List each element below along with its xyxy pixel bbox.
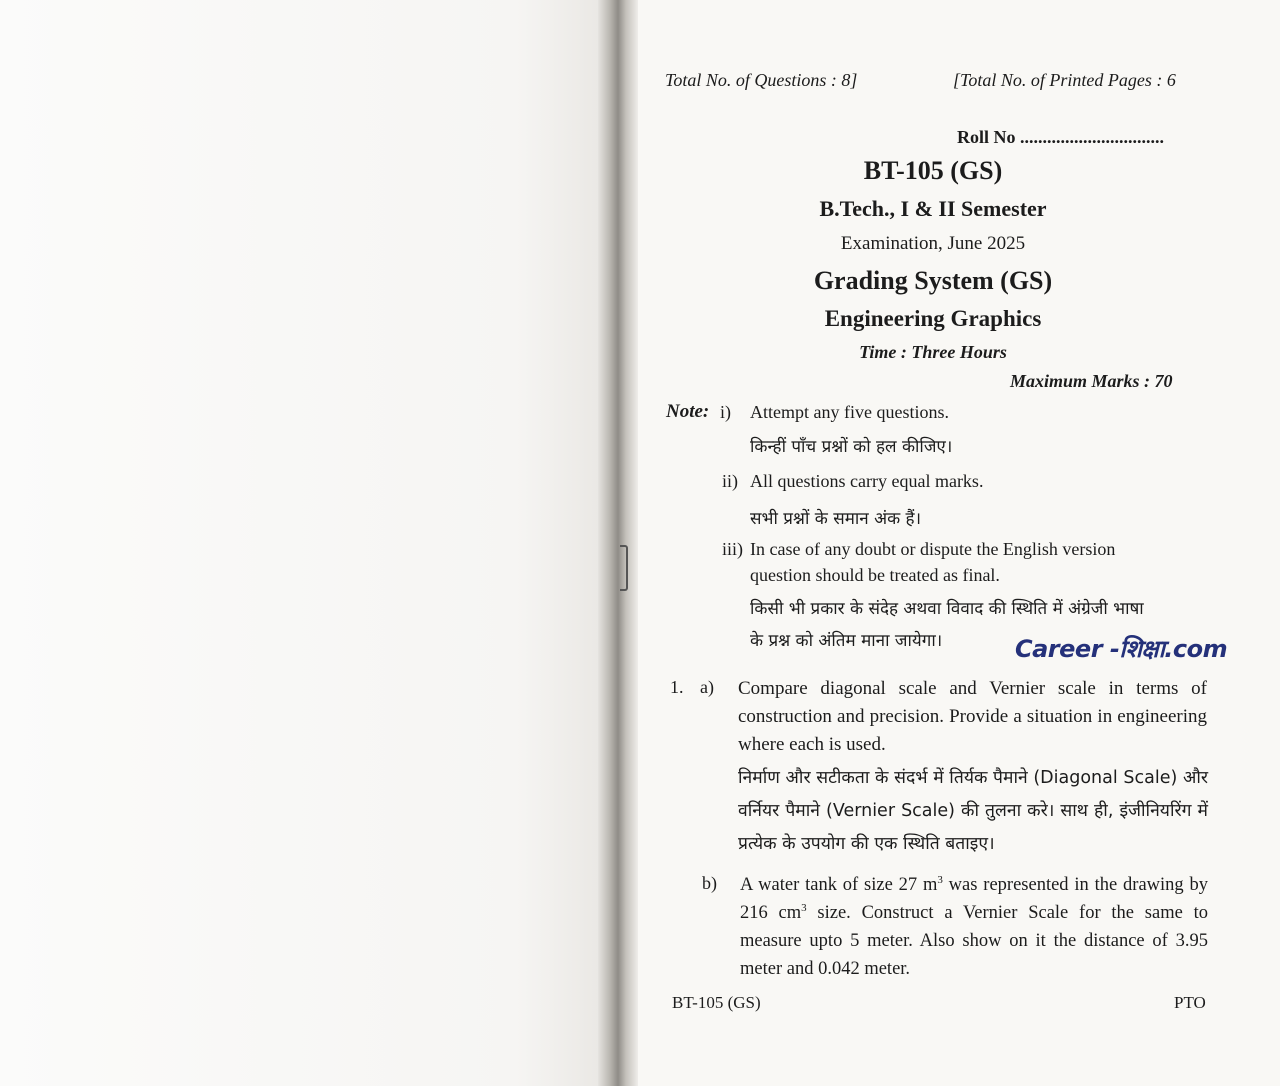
note-3-hindi-line2: के प्रश्न को अंतिम माना जायेगा। [750, 631, 943, 651]
max-marks: Maximum Marks : 70 [1010, 371, 1173, 391]
grading-system: Grading System (GS) [813, 266, 1053, 295]
note-3-english-line1: In case of any doubt or dispute the English version [750, 539, 1116, 559]
superscript-cubed-2: 3 [801, 901, 807, 914]
career-shiksha-watermark: Career -शिक्षा.com [1015, 635, 1228, 663]
note-3-english-line2: question should be treated as final. [750, 565, 1000, 585]
course-title: B.Tech., I & II Semester [819, 196, 1047, 221]
exam-session: Examination, June 2025 [840, 233, 1026, 254]
question-1b-english [740, 871, 1208, 983]
note-2-number: ii) [722, 471, 738, 491]
note-3-hindi-line1: किसी भी प्रकार के संदेह अथवा विवाद की स्थिति में अंग्रेजी भाषा [750, 599, 1144, 619]
book-gutter [598, 0, 638, 1086]
note-1-english: Attempt any five questions. [750, 402, 949, 422]
note-1-number: i) [720, 402, 731, 422]
question-1b-text-2: was represented in the drawing by 216 cm [740, 875, 1208, 923]
question-1b-text-1: A water tank of size 27 m [740, 875, 938, 895]
footer-pto: PTO [1174, 993, 1206, 1012]
question-1a-label: a) [700, 677, 714, 697]
footer-paper-code: BT-105 (GS) [672, 993, 761, 1012]
note-3-number: iii) [722, 539, 743, 559]
question-1-number: 1. [670, 677, 684, 697]
question-1a-hindi: निर्माण और सटीकता के संदर्भ में तिर्यक पैमाने (Diagonal Scale) और वर्नियर पैमाने (Vernier Scale) की तुलना करे। साथ ही, इंजीनियरिंग में प्रत्येक के उपयोग की एक स्थिति बताइए। [738, 768, 1208, 854]
note-1-hindi: किन्हीं पाँच प्रश्नों को हल कीजिए। [750, 437, 953, 457]
note-2-hindi: सभी प्रश्नों के समान अंक हैं। [750, 509, 922, 529]
roll-no: Roll No ................................ [957, 127, 1164, 147]
question-1b-label: b) [702, 873, 717, 893]
note-2-english: All questions carry equal marks. [750, 471, 984, 491]
total-questions: Total No. of Questions : 8] [665, 70, 858, 90]
paper-code: BT-105 (GS) [863, 156, 1003, 185]
left-blank-page [0, 0, 608, 1086]
time-allowed: Time : Three Hours [859, 342, 1007, 362]
note-label: Note: [666, 401, 710, 422]
superscript-cubed-1: 3 [937, 873, 943, 886]
question-1b-text-3: size. Construct a Vernier Scale for the same to measure upto 5 meter. Also show on it the distance of 3.95 meter and 0.042 meter. [740, 903, 1208, 979]
question-1a-english: Compare diagonal scale and Vernier scale in terms of construction and precision. Provide a situation in engineering where each is used. [738, 678, 1207, 755]
total-pages: [Total No. of Printed Pages : 6 [953, 70, 1176, 90]
staple-mark [620, 545, 628, 591]
subject-title: Engineering Graphics [824, 306, 1042, 331]
